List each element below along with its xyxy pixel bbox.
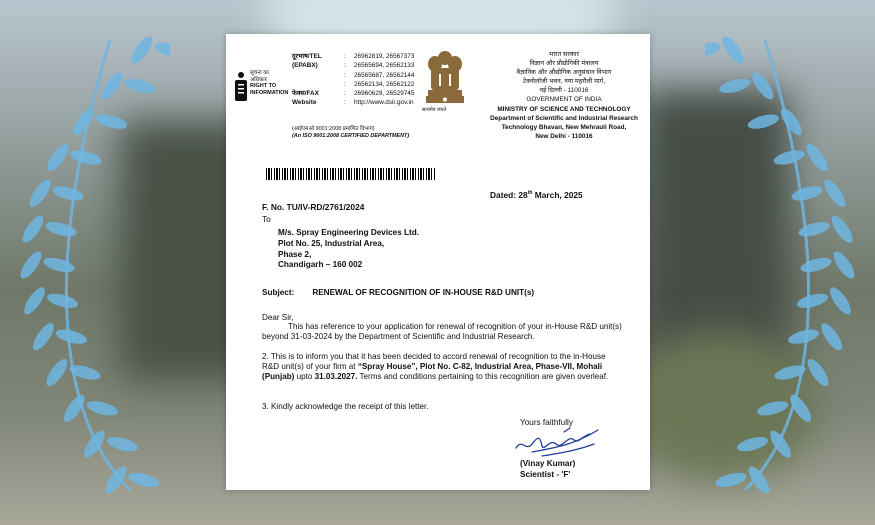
address-line: Phase 2, (278, 249, 312, 259)
emblem-caption: सत्यमेव जयते (422, 107, 447, 113)
iso-certification-hindi: (आईएसओ 9001:2008 प्रमाणित विभाग) (292, 126, 375, 132)
signatory-title: Scientist - 'F' (520, 469, 571, 479)
file-number: F. No. TU/IV-RD/2761/2024 (262, 202, 365, 212)
laurel-wreath-left-icon (0, 20, 170, 510)
government-line: विज्ञान और प्रौद्योगिकी मंत्रालय (529, 60, 599, 68)
government-line: New Delhi - 110016 (535, 132, 593, 140)
closing: Yours faithfully (520, 418, 573, 427)
paragraph-1: This has reference to your application for renewal of recognition of your in-House R&D unit(s) beyond 31-03-2024 by the Department of Scientific and Industrial Research. (262, 322, 622, 342)
salutation: Dear Sir, (262, 313, 294, 322)
government-line: GOVERNMENT OF INDIA (526, 96, 602, 104)
address-line: M/s. Spray Engineering Devices Ltd. (278, 228, 420, 237)
signatory-name: (Vinay Kumar) (520, 459, 576, 468)
signatory (520, 459, 575, 480)
paragraph-2: 2. This is to inform you that it has been decided to accord renewal of recognition to the in-House R&D unit(s) of your firm at “Spray House”, Plot No. C-82, Industrial Area, Phase-VII, Mohali (Punjab) upto 31.03.2027. Terms and conditions pertaining to this recognition are given overleaf. (262, 352, 609, 382)
contact-row: दूरभाष/TEL : 26962819, 26567373 (292, 53, 415, 60)
contact-row: : 26562134, 26562122 (344, 80, 415, 88)
letter-document (226, 34, 650, 490)
rti-english-line-1: RIGHT TO (250, 83, 277, 90)
right-to-information-icon (234, 72, 248, 102)
signature (512, 422, 604, 460)
government-line: MINISTRY OF SCIENCE AND TECHNOLOGY (497, 105, 631, 113)
address-line: Plot No. 25, Industrial Area, (278, 238, 385, 248)
to-label: To (262, 215, 271, 224)
letter-date: Dated: 28th March, 2025 (490, 190, 583, 200)
government-line: भारत सरकार (548, 51, 580, 58)
contact-row: : 26565687, 26562144 (344, 71, 415, 79)
rti-label (250, 70, 289, 96)
contact-row: फेक्स/FAX : 26960629, 26529745 (292, 90, 415, 98)
contact-row: (EPABX) : 26565694, 26562133 (292, 62, 415, 70)
laurel-wreath-right-icon (705, 20, 875, 510)
government-line: Department of Scientific and Industrial Research (490, 114, 638, 122)
rti-hindi: सूचना का अधिकार (250, 70, 269, 83)
government-line: टेक्नोलॉजी भवन, नया महरौली मार्ग, (522, 78, 605, 86)
iso-certification (292, 126, 409, 140)
subject-text: RENEWAL OF RECOGNITION OF IN-HOUSE R&D UNIT(s) (312, 288, 535, 297)
iso-certification-english: (An ISO 9001:2008 CERTIFIED DEPARTMENT) (292, 133, 410, 140)
address-line: Chandigarh – 160 002 (278, 260, 363, 270)
subject-line (262, 288, 534, 298)
contact-row: Website : http://www.dsir.gov.in (292, 99, 414, 107)
government-line: Technology Bhavan, New Mehrauli Road, (501, 123, 627, 131)
government-line: नई दिल्ली - 110016 (539, 87, 589, 95)
subject-label: Subject: (262, 288, 295, 297)
recipient-address (278, 228, 419, 271)
contact-block (292, 52, 414, 108)
rti-english-line-2: INFORMATION (250, 89, 289, 96)
national-emblem-icon (423, 48, 467, 114)
barcode (266, 168, 436, 180)
paragraph-3: 3. Kindly acknowledge the receipt of this letter. (262, 402, 429, 411)
government-address-block (479, 50, 649, 141)
government-line: वैज्ञानिक और औद्योगिक अनुसंधान विभाग (516, 69, 612, 77)
